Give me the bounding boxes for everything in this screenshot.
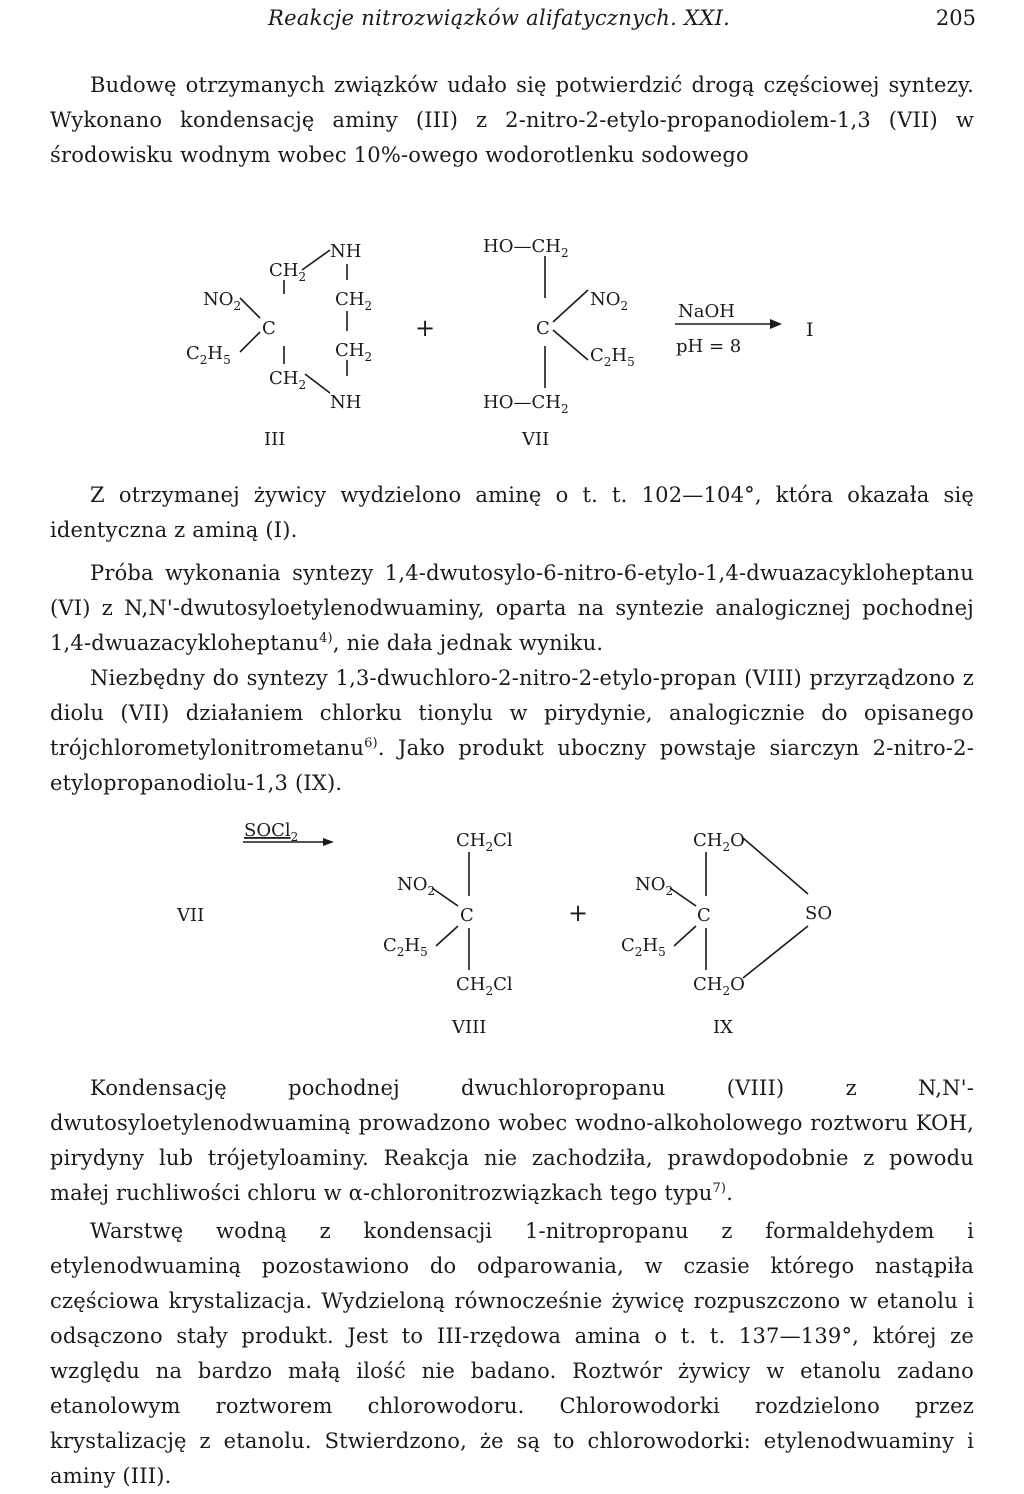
dichloro-ch2cl-bottom: $CH_2Cl$ [456, 974, 513, 998]
paragraph-3-text: Próba wykonania syntezy 1,4-dwutosylo-6-nitro-6-etylo-1,4-dwuazacykloheptanu (VI) z N,N'-dwutosyloetylenodwuaminy, oparta na syntezie analogicznej pochodnej 1,4-dwuazacykloheptanu [50, 561, 974, 655]
reaction-scheme-2 [0, 810, 1024, 1050]
amine-ch2-top: $CH_2$ [269, 260, 307, 284]
amine-ch2-right-2: $CH_2$ [335, 340, 373, 364]
running-title: Reakcje nitrozwiązków alifatycznych. XXI. [268, 6, 731, 30]
start-VII: VII [177, 905, 205, 926]
product-I: I [806, 319, 814, 341]
dichloro-no2: $NO_2$ [397, 874, 436, 898]
paragraph-2: Z otrzymanej żywicy wydzielono aminę o t. t. 102—104°, która okazała się identyczna z aminą (I). [50, 483, 974, 542]
sulfite-ch2o-top: $CH_2O$ [693, 830, 745, 854]
scheme-1-svg [0, 228, 1024, 458]
amine-no2: $NO_2$ [203, 289, 242, 313]
plus-sign-2: + [568, 899, 589, 927]
sulfite-ch2o-bottom: $CH_2O$ [693, 974, 745, 998]
label-VIII: VIII [452, 1017, 487, 1038]
label-VII: VII [522, 429, 550, 450]
dichloro-ch2cl-top: $CH_2Cl$ [456, 830, 513, 854]
footnote-ref-7: 7) [712, 1181, 727, 1196]
amine-ch2-bottom: $CH_2$ [269, 368, 307, 392]
paragraph-4-end: . Jako produkt uboczny powstaje siarczyn 2-nitro-2-etylopropanodiolu-1,3 (IX). [50, 736, 974, 795]
arrow-head [770, 319, 782, 329]
dichloro-c: C [460, 905, 474, 926]
diol-c: C [536, 318, 550, 339]
page-number: 205 [935, 6, 976, 30]
paragraph-4 [50, 661, 974, 801]
paragraph-4-text: Niezbędny do syntezy 1,3-dwuchloro-2-nitro-2-etylo-propan (VIII) przyrządzono z diolu (VII) działaniem chlorku tionylu w pirydynie, analogicznie do opisanego trójchlorometylonitrometanu [50, 666, 974, 760]
dichloro-c2h5: $C_2H_5$ [383, 935, 428, 959]
paragraph-1: Budowę otrzymanych związków udało się potwierdzić drogą częściowej syntezy. Wykonano kondensację aminy (III) z 2-nitro-2-etylo-propanodiolem-1,3 (VII) w środowisku wodnym wobec 10%-owego wodorotlenku sodowego [50, 73, 974, 167]
sulfite-no2: $NO_2$ [635, 874, 674, 898]
paragraph-5-end: . [726, 1181, 734, 1205]
label-IX: IX [713, 1017, 733, 1038]
paragraph-5 [50, 1071, 974, 1211]
amine-c2h5: $C_2H_5$ [186, 343, 231, 367]
plus-sign-1: + [415, 314, 436, 342]
paragraph-5-text: Kondensację pochodnej dwuchloropropanu (VIII) z N,N'-dwutosyloetylenodwuaminą prowadzono wobec wodno-alkoholowego roztworu KOH, pirydyny lub trójetyloaminy. Reakcja nie zachodziła, prawdopodobnie z powodu małej ruchliwości chloru w α-chloronitrozwiązkach tego typu [50, 1076, 974, 1205]
reagent-socl2: SOCl$_2$ [244, 820, 299, 844]
paragraph-3-end: , nie dała jednak wyniku. [332, 631, 604, 655]
diol-ho-ch2-bottom: $HO—CH_2$ [483, 392, 569, 416]
label-III: III [264, 429, 286, 450]
sulfite-c: C [697, 905, 711, 926]
sulfite-so: SO [805, 903, 833, 924]
condition-ph: pH = 8 [676, 336, 742, 357]
running-header [0, 6, 1024, 36]
diol-no2: $NO_2$ [590, 289, 629, 313]
reagent-naoh: NaOH [678, 301, 735, 322]
amine-c: C [262, 318, 276, 339]
amine-nh-top: NH [330, 241, 362, 262]
reaction-scheme-1 [0, 228, 1024, 458]
footnote-ref-6: 6) [364, 736, 378, 751]
diol-c2h5: $C_2H_5$ [590, 345, 635, 369]
footnote-ref-4: 4) [319, 631, 333, 646]
sulfite-c2h5: $C_2H_5$ [621, 935, 666, 959]
paragraph-6: Warstwę wodną z kondensacji 1-nitropropanu z formaldehydem i etylenodwuaminą pozostawiono do odparowania, w czasie którego nastąpiła częściowa krystalizacja. Wydzieloną równocześnie żywicę rozpuszczono w etanolu i odsączono stały produkt. Jest to III-rzędowa amina o t. t. 137—139°, której ze względu na bardzo małą ilość nie badano. Roztwór żywicy w etanolu zadano etanolowym roztworem chlorowodoru. Chlorowodorki rozdzielono przez krystalizację z etanolu. Stwierdzono, że są to chlorowodorki: etylenodwuaminy i aminy (III). [50, 1219, 974, 1488]
paragraph-3 [50, 556, 974, 661]
scheme-2-svg [0, 810, 1024, 1050]
amine-nh-bottom: NH [330, 392, 362, 413]
arrow-head-2 [323, 838, 334, 846]
amine-ch2-right-1: $CH_2$ [335, 289, 373, 313]
diol-ho-ch2-top: $HO—CH_2$ [483, 236, 569, 260]
